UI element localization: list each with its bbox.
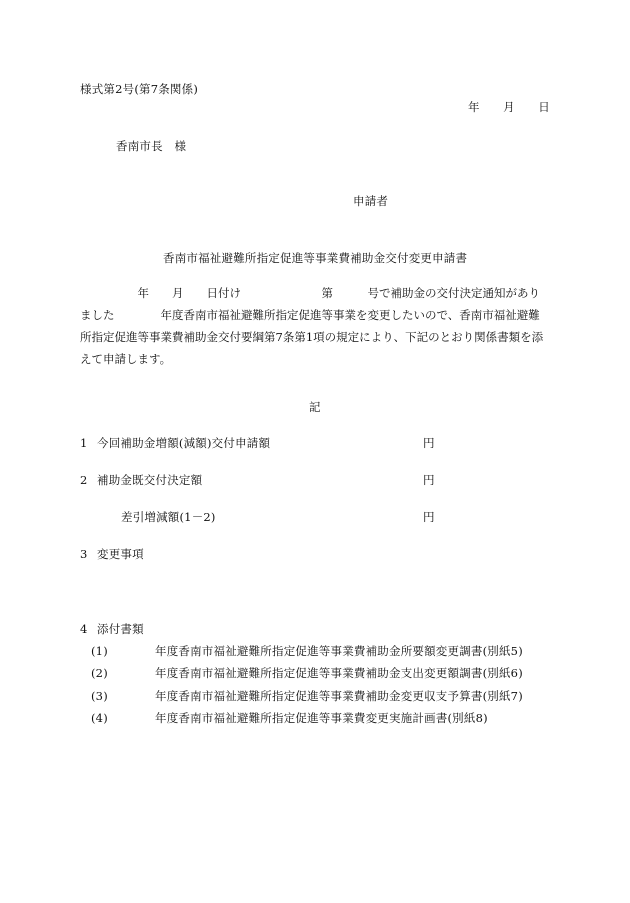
attachment-number: (4)	[91, 711, 108, 725]
addressee: 香南市長 様	[116, 139, 187, 153]
item-4-number: 4	[80, 622, 88, 636]
item-4-label: 添付書類	[97, 622, 144, 636]
diff-unit: 円	[423, 510, 435, 524]
request-paragraph	[80, 282, 552, 370]
paragraph-line: ました 年度香南市福祉避難所指定促進等事業を変更したいので、香南市福祉避難	[80, 308, 540, 322]
paragraph-line: 所指定促進等事業費補助金交付要綱第7条第1項の規定により、下記のとおり関係書類を添	[80, 330, 544, 344]
paragraph-line: えて申請します。	[80, 352, 172, 366]
attachment-text: 年度香南市福祉避難所指定促進等事業費補助金所要額変更調書(別紙5)	[155, 644, 523, 658]
item-1-unit: 円	[423, 436, 435, 450]
attachment-text: 年度香南市福祉避難所指定促進等事業費補助金変更収支予算書(別紙7)	[155, 689, 523, 703]
item-1-number: 1	[80, 436, 88, 450]
attachment-number: (1)	[91, 644, 108, 658]
application-date: 年 月 日	[468, 100, 550, 114]
item-2-number: 2	[80, 473, 88, 487]
item-2-label: 補助金既交付決定額	[97, 473, 203, 487]
attachment-text: 年度香南市福祉避難所指定促進等事業費変更実施計画書(別紙8)	[155, 711, 488, 725]
attachment-text: 年度香南市福祉避難所指定促進等事業費補助金支出変更額調書(別紙6)	[155, 666, 523, 680]
attachment-number: (3)	[91, 689, 108, 703]
item-3-number: 3	[80, 547, 88, 561]
item-2-unit: 円	[423, 473, 435, 487]
paragraph-line: 年 月 日付け 第 号で補助金の交付決定通知があり	[80, 286, 540, 300]
item-1-label: 今回補助金増額(減額)交付申請額	[97, 436, 271, 450]
form-number: 様式第2号(第7条関係)	[80, 82, 199, 96]
ki-heading: 記	[309, 400, 321, 414]
applicant-label: 申請者	[353, 194, 389, 208]
document-title: 香南市福祉避難所指定促進等事業費補助金交付変更申請書	[163, 251, 468, 265]
diff-label: 差引増減額(1－2)	[121, 510, 216, 524]
item-3-label: 変更事項	[97, 547, 144, 561]
attachment-number: (2)	[91, 666, 108, 680]
